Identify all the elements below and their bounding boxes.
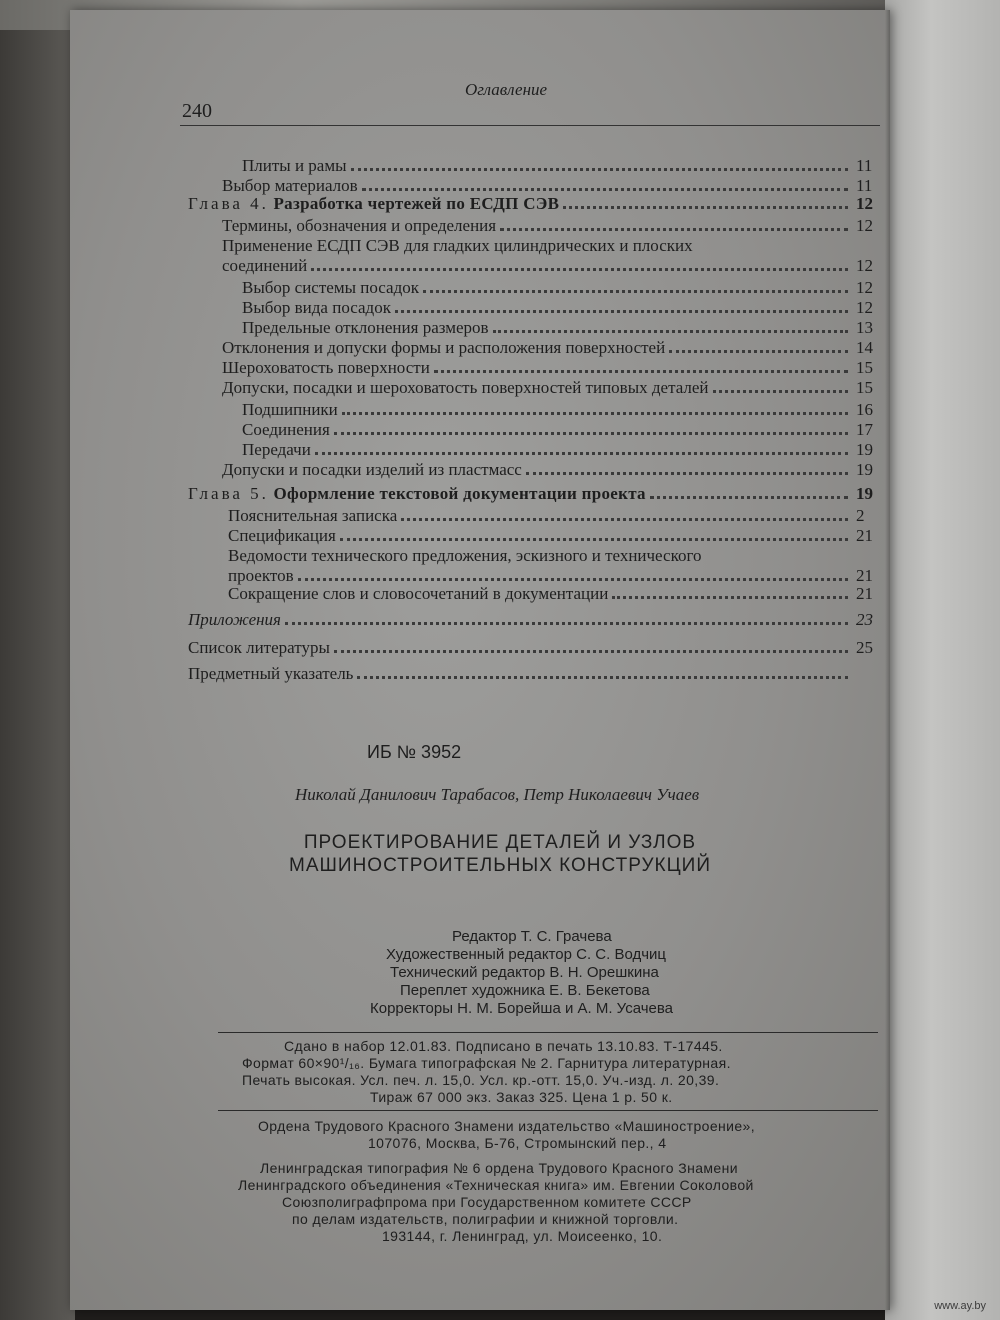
book-title-line: МАШИНОСТРОИТЕЛЬНЫХ КОНСТРУКЦИЙ (289, 855, 711, 876)
toc-entry: Выбор системы посадок 12 (242, 278, 873, 297)
print-info-line: Печать высокая. Усл. печ. л. 15,0. Усл. кр.-отт. 15,0. Уч.-изд. л. 20,39. (242, 1072, 720, 1088)
toc-entry: Допуски и посадки изделий из пластмасс 19 (222, 460, 873, 479)
toc-entry: Допуски, посадки и шероховатость поверхностей типовых деталей 15 (222, 378, 873, 397)
toc-entry: Пояснительная записка 2 (228, 506, 865, 525)
printer-line: 193144, г. Ленинград, ул. Моисеенко, 10. (382, 1228, 663, 1244)
print-info-line: Формат 60×90¹/₁₆. Бумага типографская № 2. Гарнитура литературная. (242, 1055, 731, 1071)
toc-entry: Выбор материалов 11 (222, 176, 873, 195)
background-left (0, 30, 75, 1320)
toc-entry: Подшипники 16 (242, 400, 873, 419)
table-of-contents (70, 10, 890, 710)
printer-line: Союзполиграфпрома при Государственном комитете СССР (282, 1194, 692, 1210)
printer-line: Ленинградского объединения «Техническая книга» им. Евгении Соколовой (238, 1177, 754, 1193)
toc-entry: Спецификация 21 (228, 526, 873, 545)
print-info-line: Сдано в набор 12.01.83. Подписано в печать 13.10.83. Т-17445. (284, 1038, 723, 1054)
toc-entry-appendix: Приложения 23 (188, 610, 873, 629)
credit-proofreaders: Корректоры Н. М. Борейша и А. М. Усачева (370, 1000, 674, 1017)
printer-line: по делам издательств, полиграфии и книжной торговли. (292, 1211, 679, 1227)
toc-entry: Соединения 17 (242, 420, 873, 439)
divider (218, 1032, 878, 1033)
toc-entry: проектов 21 (228, 566, 873, 585)
authors: Николай Данилович Тарабасов, Петр Николаевич Учаев (295, 785, 700, 804)
page-number: 240 (182, 100, 212, 122)
toc-entry-index: Предметный указатель (188, 664, 890, 684)
toc-entry-wrap-first: Ведомости технического предложения, эскизного и технического (228, 546, 702, 565)
divider (218, 1110, 878, 1111)
publisher-line: 107076, Москва, Б-76, Стромынский пер., 4 (368, 1135, 667, 1151)
book-page (70, 10, 890, 1310)
toc-entry: Термины, обозначения и определения 12 (222, 216, 873, 235)
ib-number: ИБ № 3952 (367, 742, 462, 762)
credit-editor: Редактор Т. С. Грачева (452, 928, 612, 945)
toc-entry: Плиты и рамы 11 (242, 156, 873, 175)
background-right (885, 0, 1000, 1320)
toc-entry: Передачи 19 (242, 440, 873, 459)
toc-entry: Шероховатость поверхности 15 (222, 358, 873, 377)
credit-art-editor: Художественный редактор С. С. Водчиц (386, 946, 667, 963)
toc-entry-wrap-first: Применение ЕСДП СЭВ для гладких цилиндрических и плоских (222, 236, 693, 255)
toc-entry: Сокращение слов и словосочетаний в документации 21 (228, 584, 873, 603)
toc-entry: Предельные отклонения размеров 13 (242, 318, 873, 337)
page-fold-shadow (885, 10, 890, 1310)
book-title-line: ПРОЕКТИРОВАНИЕ ДЕТАЛЕЙ И УЗЛОВ (303, 832, 697, 853)
credit-tech-editor: Технический редактор В. Н. Орешкина (390, 964, 659, 981)
toc-entry: Выбор вида посадок 12 (242, 298, 873, 317)
printer-line: Ленинградская типография № 6 ордена Трудового Красного Знамени (260, 1160, 738, 1176)
toc-chapter: Глава 5. Оформление текстовой документации проекта 19 (188, 484, 873, 503)
credit-binding: Переплет художника Е. В. Бекетова (400, 982, 650, 999)
print-info-line: Тираж 67 000 экз. Заказ 325. Цена 1 р. 50 к. (370, 1089, 673, 1105)
toc-entry-bibliography: Список литературы 25 (188, 638, 873, 657)
running-title: Оглавление (465, 80, 548, 99)
toc-entry: Отклонения и допуски формы и расположения поверхностей 14 (222, 338, 873, 357)
toc-entry: соединений 12 (222, 256, 873, 275)
publisher-line: Ордена Трудового Красного Знамени издательство «Машиностроение», (258, 1118, 756, 1134)
toc-chapter: Глава 4. Разработка чертежей по ЕСДП СЭВ 12 (188, 194, 873, 213)
watermark: www.ay.by (934, 1300, 986, 1312)
